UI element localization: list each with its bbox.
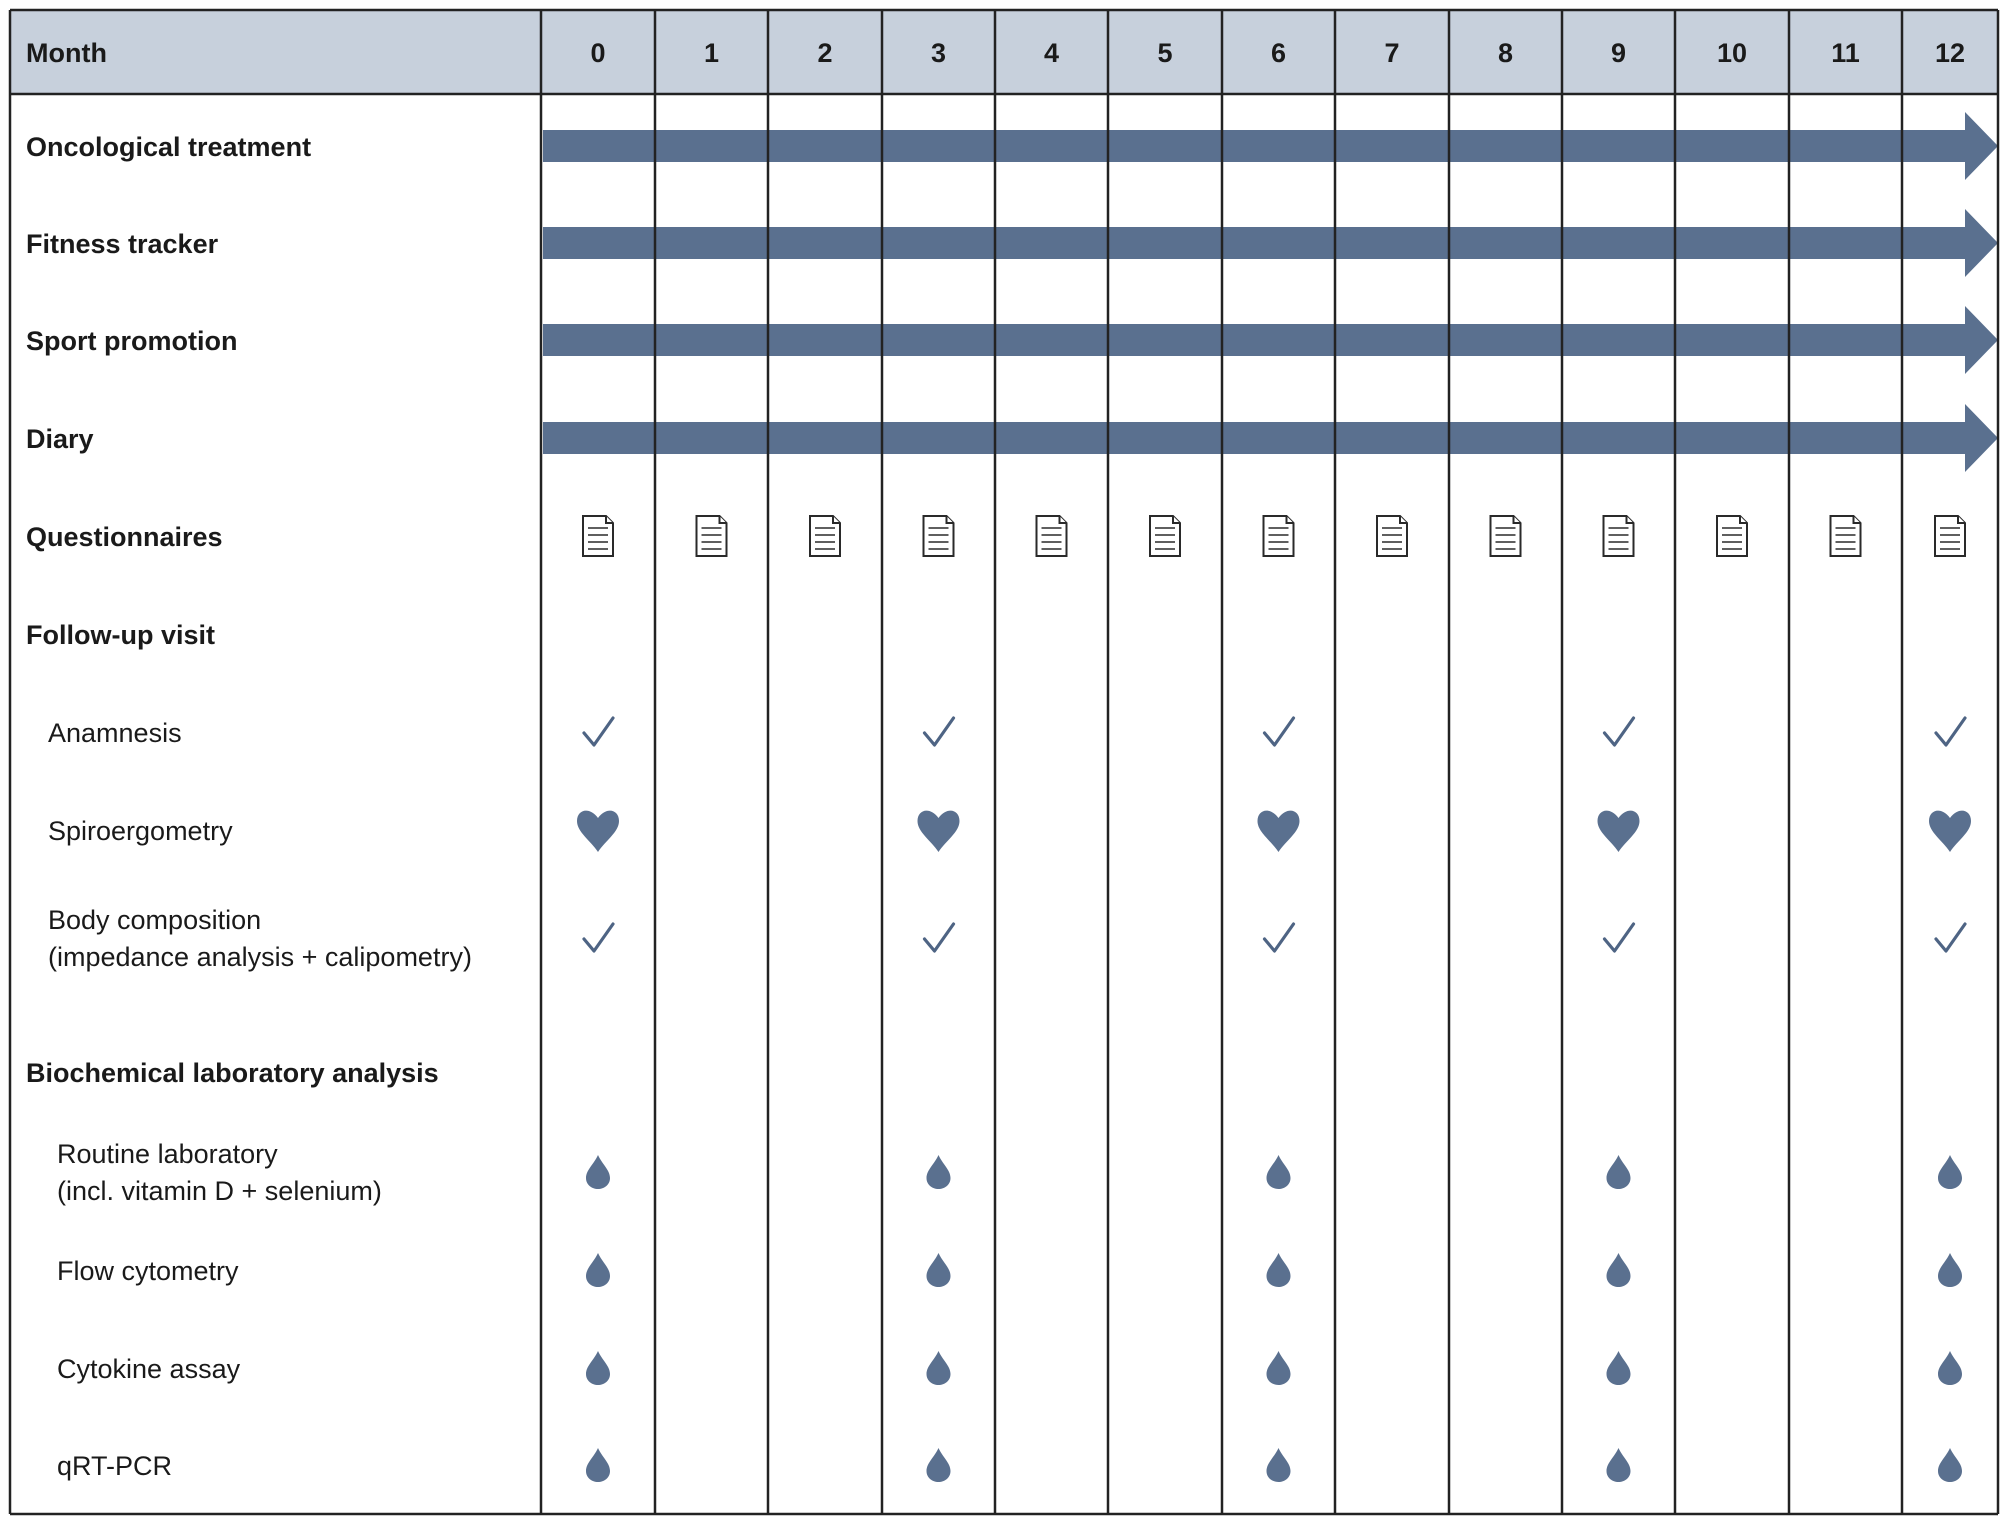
document-icon [1604,516,1634,556]
document-icon [1491,516,1521,556]
schedule-marks [577,516,1971,1482]
arrow-fitness-tracker [543,209,1998,277]
row-label-cytokine-assay: Cytokine assay [57,1354,241,1384]
check-icon [1936,924,1965,951]
heart-icon [1598,811,1640,852]
month-header-5: 5 [1157,38,1173,68]
check-icon [925,718,954,745]
heart-icon [1258,811,1300,852]
row-labels [26,132,472,1481]
drop-icon [927,1253,951,1287]
check-icon [584,718,613,745]
month-header-0: 0 [590,38,606,68]
month-header-7: 7 [1384,38,1400,68]
drop-icon [586,1155,610,1189]
document-icon [1377,516,1407,556]
row-label-questionnaires: Questionnaires [26,522,223,552]
heart-icon [1929,811,1971,852]
row-label-diary: Diary [26,424,94,454]
document-icon [1264,516,1294,556]
month-header-10: 10 [1716,38,1748,68]
document-icon [583,516,613,556]
arrow-bars [543,112,1998,472]
row-label-spiroergometry: Spiroergometry [48,816,233,846]
check-icon [925,924,954,951]
row-label-oncological-treatment: Oncological treatment [26,132,312,162]
month-header-2: 2 [817,38,833,68]
drop-icon [927,1155,951,1189]
drop-icon [1938,1351,1962,1385]
row-label-biochemical-laboratory-analysis: Biochemical laboratory analysis [26,1058,439,1088]
drop-icon [1938,1253,1962,1287]
drop-icon [1267,1351,1291,1385]
month-header-12: 12 [1934,38,1966,68]
arrow-oncological-treatment [543,112,1998,180]
drop-icon [1267,1253,1291,1287]
row-label-body-composition: Body composition [48,905,262,935]
document-icon [1150,516,1180,556]
row-label-anamnesis: Anamnesis [48,718,182,748]
heart-icon [577,811,619,852]
drop-icon [1607,1155,1631,1189]
month-header-3: 3 [930,38,947,68]
document-icon [1037,516,1067,556]
document-icon [1831,516,1861,556]
check-icon [1265,718,1294,745]
row-label-body-composition-detail: (impedance analysis + calipometry) [48,942,472,972]
drop-icon [1607,1351,1631,1385]
drop-icon [1938,1155,1962,1189]
document-icon [697,516,727,556]
document-icon [1935,516,1965,556]
drop-icon [927,1351,951,1385]
drop-icon [586,1253,610,1287]
drop-icon [1607,1448,1631,1482]
row-label-routine-laboratory-detail: (incl. vitamin D + selenium) [57,1176,382,1206]
month-header-4: 4 [1043,38,1060,68]
check-icon [584,924,613,951]
drop-icon [1267,1155,1291,1189]
row-label-qrt-pcr: qRT-PCR [57,1451,173,1481]
heart-icon [918,811,960,852]
drop-icon [927,1448,951,1482]
arrow-diary [543,404,1998,472]
check-icon [1936,718,1965,745]
month-header-9: 9 [1610,38,1627,68]
header-month-label: Month [26,38,107,68]
check-icon [1605,718,1634,745]
row-label-routine-laboratory: Routine laboratory [57,1139,278,1169]
document-icon [1717,516,1747,556]
drop-icon [1938,1448,1962,1482]
drop-icon [586,1351,610,1385]
month-header-6: 6 [1270,38,1287,68]
check-icon [1605,924,1634,951]
header-background [10,10,1998,94]
document-icon [924,516,954,556]
row-label-flow-cytometry: Flow cytometry [57,1256,239,1286]
row-label-fitness-tracker: Fitness tracker [26,229,219,259]
arrow-sport-promotion [543,306,1998,374]
month-header-1: 1 [703,38,720,68]
row-label-sport-promotion: Sport promotion [26,326,238,356]
month-header-8: 8 [1497,38,1514,68]
drop-icon [1607,1253,1631,1287]
drop-icon [1267,1448,1291,1482]
month-header-11: 11 [1831,38,1860,68]
row-label-follow-up-visit: Follow-up visit [26,620,215,650]
document-icon [810,516,840,556]
drop-icon [586,1448,610,1482]
check-icon [1265,924,1294,951]
